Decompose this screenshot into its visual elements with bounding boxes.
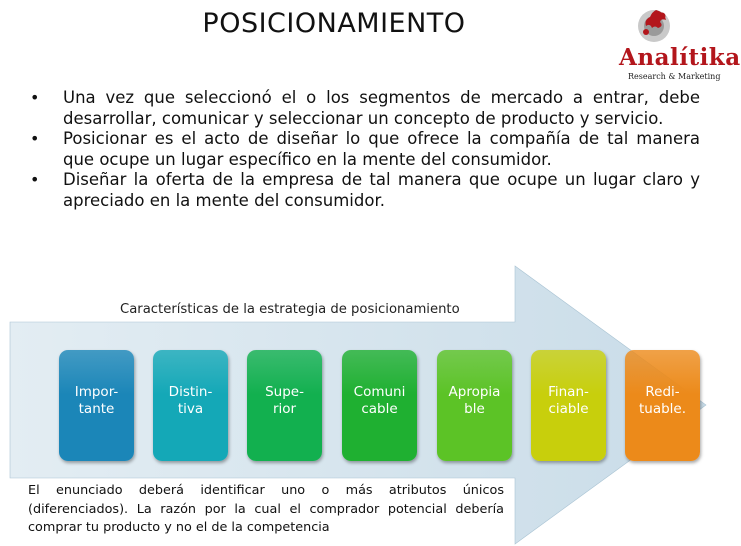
- characteristic-distintiva: [153, 350, 228, 461]
- characteristic-apropiable: [437, 350, 512, 461]
- characteristic-redituable: [625, 350, 700, 461]
- logo-tagline: Research & Marketing: [628, 72, 721, 81]
- characteristic-superior: [247, 350, 322, 461]
- characteristic-importante: [59, 350, 134, 461]
- characteristic-label: Supe- rior: [265, 384, 304, 417]
- logo-name: Analítika: [619, 44, 741, 71]
- bullet-item: • Una vez que seleccionó el o los segmentos de mercado a entrar, debe desarrollar, comunicar y seleccionar un concepto de producto y servicio.: [30, 88, 700, 129]
- characteristic-label: Finan- ciable: [548, 384, 589, 417]
- characteristic-label: Impor- tante: [74, 384, 119, 417]
- characteristic-comunicable: [342, 350, 417, 461]
- bullet-list: [30, 88, 700, 211]
- characteristic-financiable: [531, 350, 606, 461]
- characteristic-label: Apropia ble: [448, 384, 501, 417]
- footer-text: El enunciado deberá identificar uno o más atributos únicos (diferenciados). La razón por la cual el comprador potencial debería comprar tu producto y no el de la competencia: [28, 483, 504, 535]
- characteristic-label: Distin- tiva: [168, 384, 213, 417]
- arrow-label: Características de la estrategia de posicionamiento: [120, 302, 460, 317]
- bullet-item: • Posicionar es el acto de diseñar lo que ofrece la compañía de tal manera que ocupe un lugar específico en la mente del consumidor.: [30, 129, 700, 170]
- characteristic-label: Redi- tuable.: [638, 384, 687, 417]
- bullet-item: • Diseñar la oferta de la empresa de tal manera que ocupe un lugar claro y apreciado en la mente del consumidor.: [30, 170, 700, 211]
- page-title: POSICIONAMIENTO: [202, 8, 466, 39]
- characteristic-label: Comuni cable: [353, 384, 406, 417]
